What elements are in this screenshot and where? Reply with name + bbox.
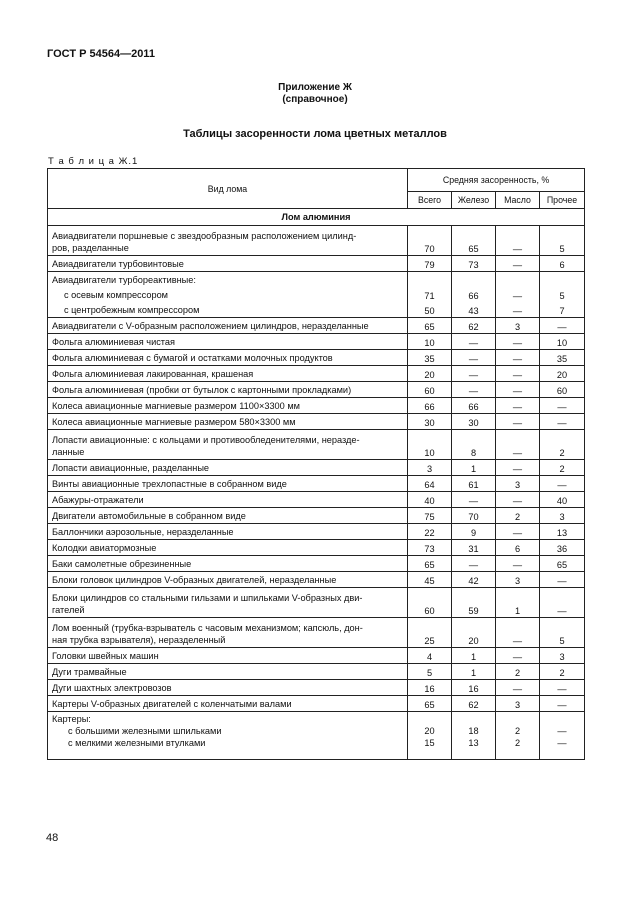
table-row [48,696,585,712]
table-row [48,226,585,256]
row-name-main: Картеры: [52,714,91,724]
cell-iron: — [452,492,496,508]
row-name: Колодки авиатормозные [48,540,408,556]
cell-oil: 2 [496,508,540,524]
cell-iron: 66 [452,287,496,302]
row-name: Винты авиационные трехлопастные в собранном виде [48,476,408,492]
cell-oil: 3 [496,572,540,588]
table-row [48,334,585,350]
cell-oil: — [496,382,540,398]
cell-total: 10 [408,334,452,350]
table-row-carters [48,712,585,760]
cell-other: 5 [540,618,585,648]
row-name: Авиадвигатели турбореактивные: [48,272,408,288]
cell-oil: — [496,302,540,318]
row-name: Колеса авиационные магниевые размером 1100×3300 мм [48,398,408,414]
row-name: Авиадвигатели турбовинтовые [48,256,408,272]
cell-sub1: 18 [468,726,479,736]
cell-iron: 1 [452,648,496,664]
table-row [48,540,585,556]
cell-total: 22 [408,524,452,540]
cell-iron: 20 [452,618,496,648]
cell-total: 71 [408,287,452,302]
table-row [48,287,585,302]
cell-total: 10 [408,430,452,460]
row-name-sub2: с мелкими железными втулками [68,738,206,748]
page-number: 48 [46,832,59,844]
cell-iron: 9 [452,524,496,540]
cell-iron: 65 [452,226,496,256]
col-header-total: Всего [408,192,452,209]
cell-oil: — [496,350,540,366]
cell-total: 66 [408,398,452,414]
table-row [48,398,585,414]
cell-oil: — [496,460,540,476]
cell-other: — [540,572,585,588]
section-title: Таблицы засоренности лома цветных металлов [183,128,447,140]
cell-oil: — [496,524,540,540]
table-row [48,476,585,492]
row-name: Авиадвигатели поршневые с звездообразным расположением цилинд- ров, разделанные [48,226,408,256]
cell-oil: — [496,256,540,272]
cell-oil: — [496,556,540,572]
cell-iron: 8 [452,430,496,460]
cell-total [408,712,452,760]
cell-other: — [540,398,585,414]
table-row [48,648,585,664]
cell-total: 65 [408,318,452,334]
cell-iron: 1 [452,460,496,476]
cell-other: 5 [540,287,585,302]
cell-iron: — [452,334,496,350]
cell-total: 45 [408,572,452,588]
cell-total: 79 [408,256,452,272]
row-name: Дуги трамвайные [48,664,408,680]
cell-oil: 3 [496,476,540,492]
row-name: Абажуры-отражатели [48,492,408,508]
cell-iron: 1 [452,664,496,680]
cell-sub2: 13 [468,738,479,748]
table-row [48,524,585,540]
cell-other [540,712,585,760]
cell-total: 75 [408,508,452,524]
cell-total: 16 [408,680,452,696]
cell-iron [452,272,496,288]
cell-other: — [540,318,585,334]
row-name-sub1: с большими железными шпильками [68,726,222,736]
row-name: Головки швейных машин [48,648,408,664]
cell-total: 4 [408,648,452,664]
row-name: Дуги шахтных электровозов [48,680,408,696]
cell-iron: 61 [452,476,496,492]
cell-iron: — [452,350,496,366]
table-row [48,256,585,272]
cell-other: — [540,588,585,618]
cell-iron: 66 [452,398,496,414]
cell-oil: — [496,492,540,508]
table-row [48,508,585,524]
cell-oil: — [496,680,540,696]
cell-iron: — [452,366,496,382]
cell-total: 73 [408,540,452,556]
cell-oil: — [496,430,540,460]
cell-iron: — [452,556,496,572]
row-name: Лопасти авиационные: с кольцами и противообледенителями, нераздe- ланные [48,430,408,460]
cell-total: 70 [408,226,452,256]
cell-total: 25 [408,618,452,648]
contamination-table [47,168,585,760]
cell-other: 5 [540,226,585,256]
cell-total: 5 [408,664,452,680]
cell-iron: 73 [452,256,496,272]
cell-iron: 62 [452,318,496,334]
cell-total: 60 [408,588,452,618]
cell-other: 20 [540,366,585,382]
table-row [48,430,585,460]
cell-other: 13 [540,524,585,540]
table-row [48,366,585,382]
cell-total: 64 [408,476,452,492]
cell-oil: 3 [496,696,540,712]
row-name: Двигатели автомобильные в собранном виде [48,508,408,524]
cell-other: 7 [540,302,585,318]
row-name [48,712,408,760]
cell-total: 3 [408,460,452,476]
cell-sub1: — [557,726,567,736]
cell-iron: 43 [452,302,496,318]
standard-number: ГОСТ Р 54564—2011 [47,48,155,60]
table-row [48,302,585,318]
cell-total: 40 [408,492,452,508]
table-row [48,350,585,366]
table-row [48,318,585,334]
cell-other: 3 [540,648,585,664]
row-name: Лопасти авиационные, разделанные [48,460,408,476]
cell-oil: — [496,414,540,430]
cell-other: 35 [540,350,585,366]
cell-other: 10 [540,334,585,350]
cell-total: 65 [408,556,452,572]
cell-iron: 70 [452,508,496,524]
appendix-subtitle: (справочное) [282,94,348,105]
col-header-iron: Железо [452,192,496,209]
cell-other: 36 [540,540,585,556]
cell-iron: 31 [452,540,496,556]
table-row [48,680,585,696]
row-name: Блоки цилиндров со стальными гильзами и шпильками V-образных дви- гателей [48,588,408,618]
table-row [48,272,585,288]
cell-other: — [540,414,585,430]
col-header-group: Средняя засоренность, % [408,169,585,192]
cell-oil [496,712,540,760]
cell-total: 50 [408,302,452,318]
cell-other: 3 [540,508,585,524]
row-name: Лом военный (трубка-взрыватель с часовым механизмом; капсюль, дон- ная трубка взрывателя), неразделенный [48,618,408,648]
cell-iron: 30 [452,414,496,430]
row-name: Баллончики аэрозольные, неразделанные [48,524,408,540]
cell-oil: — [496,334,540,350]
cell-other: 40 [540,492,585,508]
cell-other: — [540,696,585,712]
table-row [48,414,585,430]
cell-iron: 62 [452,696,496,712]
cell-other: 60 [540,382,585,398]
cell-oil: — [496,226,540,256]
col-header-name: Вид лома [48,169,408,209]
cell-total: 30 [408,414,452,430]
row-name: Колеса авиационные магниевые размером 580×3300 мм [48,414,408,430]
cell-other: 2 [540,460,585,476]
cell-oil: — [496,366,540,382]
cell-other [540,272,585,288]
cell-iron: — [452,382,496,398]
cell-iron: 59 [452,588,496,618]
cell-sub2: — [557,738,567,748]
appendix-title: Приложение Ж [278,82,352,93]
cell-other: — [540,476,585,492]
row-name: Блоки головок цилиндров V-образных двигателей, неразделанные [48,572,408,588]
cell-oil: 6 [496,540,540,556]
table-row [48,572,585,588]
cell-oil: — [496,648,540,664]
cell-oil: 1 [496,588,540,618]
cell-total: 60 [408,382,452,398]
cell-sub2: 2 [514,738,521,748]
cell-iron: 42 [452,572,496,588]
table-row [48,492,585,508]
col-header-other: Прочее [540,192,585,209]
cell-sub1: 2 [514,726,521,736]
cell-sub1: 20 [424,726,435,736]
table-row [48,664,585,680]
row-name: Фольга алюминиевая (пробки от бутылок с картонными прокладками) [48,382,408,398]
cell-oil: — [496,287,540,302]
row-name: с центробежным компрессором [48,302,408,318]
cell-total: 20 [408,366,452,382]
row-name: Фольга алюминиевая с бумагой и остатками молочных продуктов [48,350,408,366]
cell-oil [496,272,540,288]
cell-other: — [540,680,585,696]
cell-other: 65 [540,556,585,572]
row-name: Картеры V-образных двигателей с коленчатыми валами [48,696,408,712]
row-name: Авиадвигатели с V-образным расположением цилиндров, неразделанные [48,318,408,334]
cell-oil: — [496,618,540,648]
cell-oil: — [496,398,540,414]
cell-sub2: 15 [424,738,435,748]
cell-iron: 16 [452,680,496,696]
cell-oil: 3 [496,318,540,334]
cell-oil: 2 [496,664,540,680]
table-row [48,588,585,618]
cell-other: 6 [540,256,585,272]
row-name: Баки самолетные обрезиненные [48,556,408,572]
table-row [48,382,585,398]
cell-other: 2 [540,664,585,680]
col-header-oil: Масло [496,192,540,209]
cell-total [408,272,452,288]
table-row [48,460,585,476]
cell-iron [452,712,496,760]
cell-total: 35 [408,350,452,366]
section-row-aluminum: Лом алюминия [48,209,585,226]
cell-total: 65 [408,696,452,712]
cell-other: 2 [540,430,585,460]
table-row [48,618,585,648]
row-name: Фольга алюминиевая лакированная, крашеная [48,366,408,382]
row-name: с осевым компрессором [48,287,408,302]
table-row [48,556,585,572]
table-label: Т а б л и ц а Ж.1 [48,156,139,167]
row-name: Фольга алюминиевая чистая [48,334,408,350]
